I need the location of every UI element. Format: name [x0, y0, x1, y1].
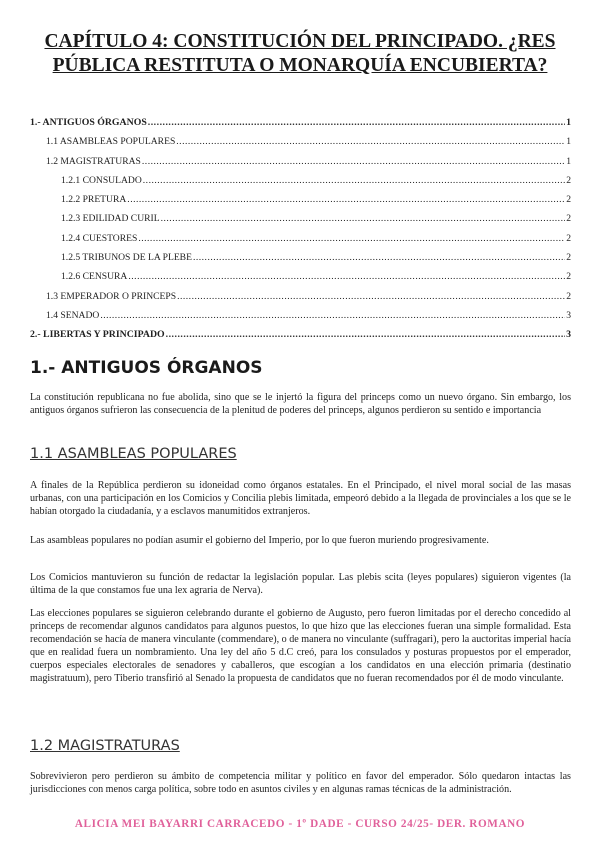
section-intro-paragraph: La constitución republicana no fue abolida, sino que se le injertó la figura del princeps como un nuevo órgano. Sin embargo, los antiguos órganos sufrieron las consecuencia de la plenitud de poderes del princeps, algunos perdieron su sentido e importancia [30, 392, 571, 417]
toc-entry[interactable] [30, 310, 571, 329]
toc-leader-dots [176, 136, 565, 147]
toc-entry[interactable] [30, 213, 571, 232]
toc-leader-dots [193, 252, 565, 263]
toc-entry[interactable] [30, 291, 571, 310]
toc-entry-label: 1.3 EMPERADOR O PRINCEPS [46, 290, 177, 302]
toc-entry-page: 2 [566, 290, 571, 302]
toc-entry-label: 1.2 MAGISTRATURAS [46, 155, 141, 167]
toc-entry[interactable] [30, 329, 571, 348]
toc-entry[interactable] [30, 252, 571, 271]
document-title: CAPÍTULO 4: CONSTITUCIÓN DEL PRINCIPADO. ¿RES PÚBLICA RESTITUTA O MONARQUÍA ENCUBIERTA? [44, 31, 556, 76]
toc-leader-dots [100, 310, 565, 321]
toc-entry-page: 1 [566, 136, 571, 148]
toc-entry-page: 3 [566, 309, 571, 321]
toc-entry-label: 1.4 SENADO [46, 309, 100, 321]
toc-entry-label: 2.- LIBERTAS Y PRINCIPADO [30, 329, 165, 341]
toc-leader-dots [128, 271, 565, 282]
toc-entry-label: 1.2.2 PRETURA [61, 194, 127, 206]
toc-entry-page: 1 [566, 117, 571, 128]
toc-entry-label: 1.2.6 CENSURA [61, 271, 128, 283]
toc-entry-page: 2 [566, 213, 571, 225]
toc-entry-label: 1.- ANTIGUOS ÓRGANOS [30, 117, 147, 128]
toc-entry[interactable] [30, 233, 571, 252]
toc-entry[interactable] [30, 156, 571, 175]
section-heading-antiguos-organos: 1.- ANTIGUOS ÓRGANOS [30, 358, 263, 378]
toc-entry-page: 1 [566, 155, 571, 167]
toc-entry-page: 2 [566, 252, 571, 264]
toc-leader-dots [148, 117, 565, 128]
toc-entry-label: 1.2.4 CUESTORES [61, 232, 138, 244]
toc-entry[interactable] [30, 136, 571, 155]
toc-entry-page: 2 [566, 271, 571, 283]
toc-entry[interactable] [30, 271, 571, 290]
toc-entry-label: 1.2.3 EDILIDAD CURIL [61, 213, 160, 225]
toc-entry-label: 1.1 ASAMBLEAS POPULARES [46, 136, 176, 148]
toc-leader-dots [142, 156, 565, 167]
toc-leader-dots [138, 233, 565, 244]
toc-entry-label: 1.2.5 TRIBUNOS DE LA PLEBE [61, 252, 192, 264]
paragraph: Sobrevivieron pero perdieron su ámbito de competencia militar y político en favor del emperador. Sólo quedaron intactas las jurisdicciones con menos carga política, sobre todo en asuntos civiles y en algunas ramas técnicas de la administración. [30, 771, 571, 796]
toc-entry-page: 2 [566, 174, 571, 186]
toc-leader-dots [143, 175, 565, 186]
paragraph: Las asambleas populares no podían asumir el gobierno del Imperio, por lo que fueron muriendo progresivamente. [30, 535, 489, 546]
page-footer: ALICIA MEI BAYARRI CARRACEDO - 1º DADE - CURSO 24/25- DER. ROMANO [74, 818, 526, 830]
toc-leader-dots [177, 291, 565, 302]
toc-entry-label: 1.2.1 CONSULADO [61, 174, 142, 186]
paragraph: Los Comicios mantuvieron su función de redactar la legislación popular. Las plebis scita (leyes populares) siguieron vigentes (la última de la que constamos fue una lex agraria de Nerva). [30, 572, 571, 597]
subsection-heading-asambleas: 1.1 ASAMBLEAS POPULARES [30, 446, 237, 462]
paragraph: Las elecciones populares se siguieron celebrando durante el gobierno de Augusto, pero fueron limitadas por el derecho concedido al princeps de recomendar algunos candidatos para algunos puestos, lo que hizo que las elecciones fueran una simple formalidad. Esta recomendación se hacía de manera vinculante (commendare), o de manera no vinculante (suffragari), pero la auctoritas imperial hacía que en realidad fuera un nombramiento. Una ley del año 5 d.C creó, para los consulados y posturas propuestos por el emperador, cuerpos especiales electorales de senadores y caballeros, que escogían a los candidatos en una elección primaria (destinatio magistratuum), pero Tiberio transfirió al Senado la propuesta de candidatos que no fueran recomendados por él de modo vinculante. [30, 608, 571, 685]
toc-leader-dots [166, 329, 565, 340]
toc-entry[interactable] [30, 117, 571, 136]
toc-leader-dots [127, 194, 565, 205]
paragraph: A finales de la República perdieron su idoneidad como órganos estatales. En el Principado, el nivel moral social de las masas urbanas, con una participación en los Comicios y Concilia plebis limitada, empeoró debido a la llegada de provinciales a los que se le habían otorgado la ciudadanía, y a esclavos manumitidos extranjeros. [30, 480, 571, 518]
toc-entry-page: 2 [566, 232, 571, 244]
toc-entry[interactable] [30, 175, 571, 194]
subsection-heading-magistraturas: 1.2 MAGISTRATURAS [30, 738, 180, 754]
toc-entry-page: 2 [566, 194, 571, 206]
table-of-contents [30, 117, 571, 349]
toc-entry-page: 3 [566, 329, 571, 341]
toc-entry[interactable] [30, 194, 571, 213]
toc-leader-dots [161, 213, 566, 224]
